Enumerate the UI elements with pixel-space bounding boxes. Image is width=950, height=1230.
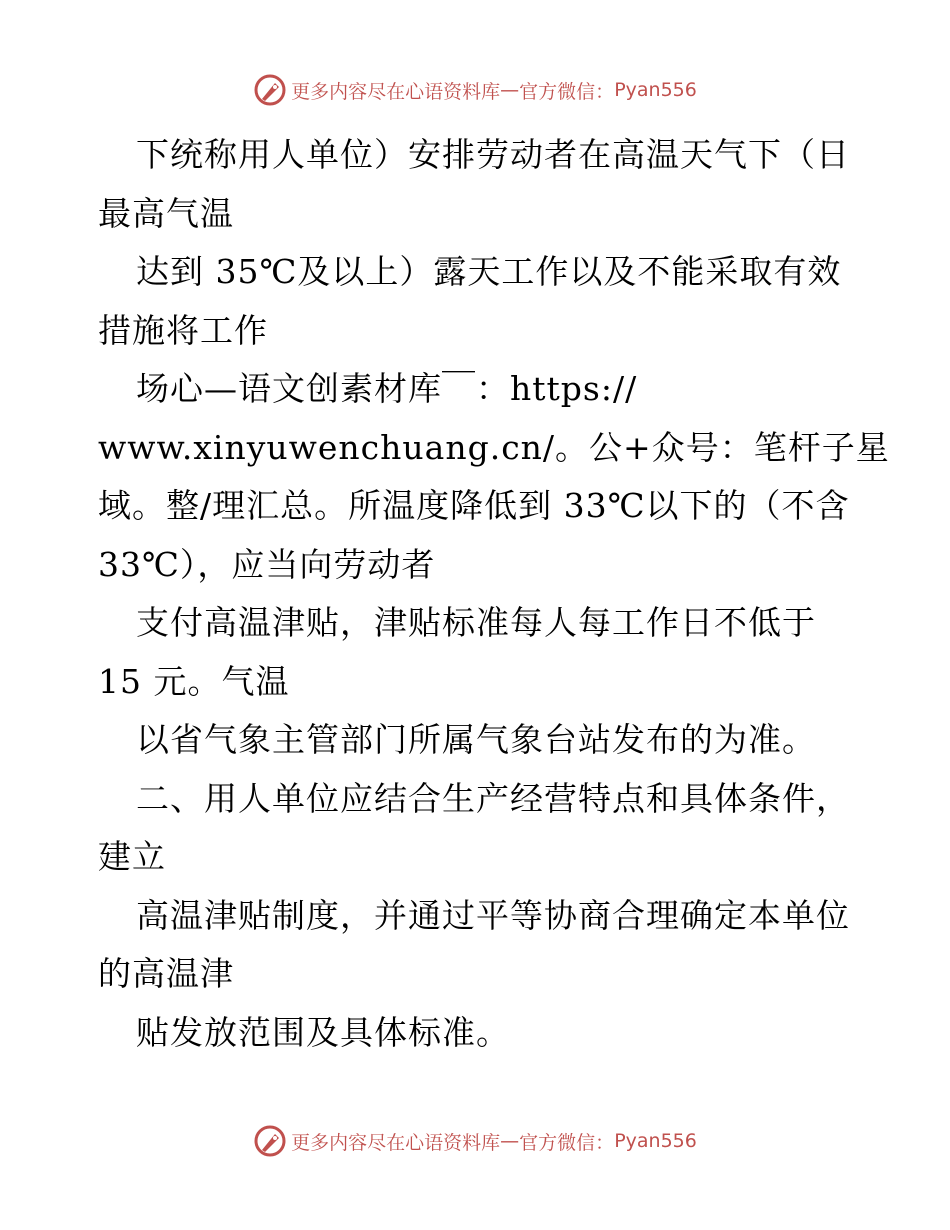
body-line: 高温津贴制度，并通过平等协商合理确定本单位 [136, 895, 850, 935]
footer-separator: — [500, 1130, 520, 1152]
body-line: 贴发放范围及具体标准。 [136, 1012, 510, 1052]
body-line: 以省气象主管部门所属气象台站发布的为准。 [136, 720, 816, 759]
body-line: 最高气温 [98, 193, 234, 233]
body-line: 场心—语文创素材库￣：https:// [136, 369, 638, 408]
body-line: 支付高温津贴，津贴标准每人每工作日不低于 [136, 603, 816, 642]
header-wechat-label: 官方微信： [519, 80, 615, 103]
header-wechat-id: Pyan556 [614, 79, 697, 101]
footer-text: 更多内容尽在心语资料库 [291, 1131, 501, 1154]
footer-wechat-label: 官方微信： [519, 1131, 615, 1154]
body-line: 建立 [98, 837, 166, 876]
body-line: 33℃），应当向劳动者 [98, 544, 436, 584]
header-banner [0, 73, 950, 107]
body-line: 域。整/理汇总。所温度降低到 33℃以下的（不含 [98, 486, 850, 525]
body-line: 的高温津 [98, 954, 234, 993]
pen-nib-logo-icon [253, 73, 287, 107]
document-body [98, 126, 890, 1062]
footer-wechat-id: Pyan556 [614, 1130, 697, 1152]
body-line: 15 元。气温 [98, 661, 290, 701]
pen-nib-logo-icon [253, 1124, 287, 1158]
footer-banner [0, 1124, 950, 1158]
header-separator: — [500, 79, 520, 101]
header-text: 更多内容尽在心语资料库 [291, 80, 501, 103]
body-line: www.xinyuwenchuang.cn/。公+众号：笔杆子星 [98, 427, 890, 467]
body-line: 二、用人单位应结合生产经营特点和具体条件， [136, 778, 850, 818]
body-line: 下统称用人单位）安排劳动者在高温天气下（日 [136, 135, 850, 174]
body-line: 措施将工作 [98, 310, 268, 350]
body-line: 达到 35℃及以上）露天工作以及不能采取有效 [136, 252, 842, 291]
